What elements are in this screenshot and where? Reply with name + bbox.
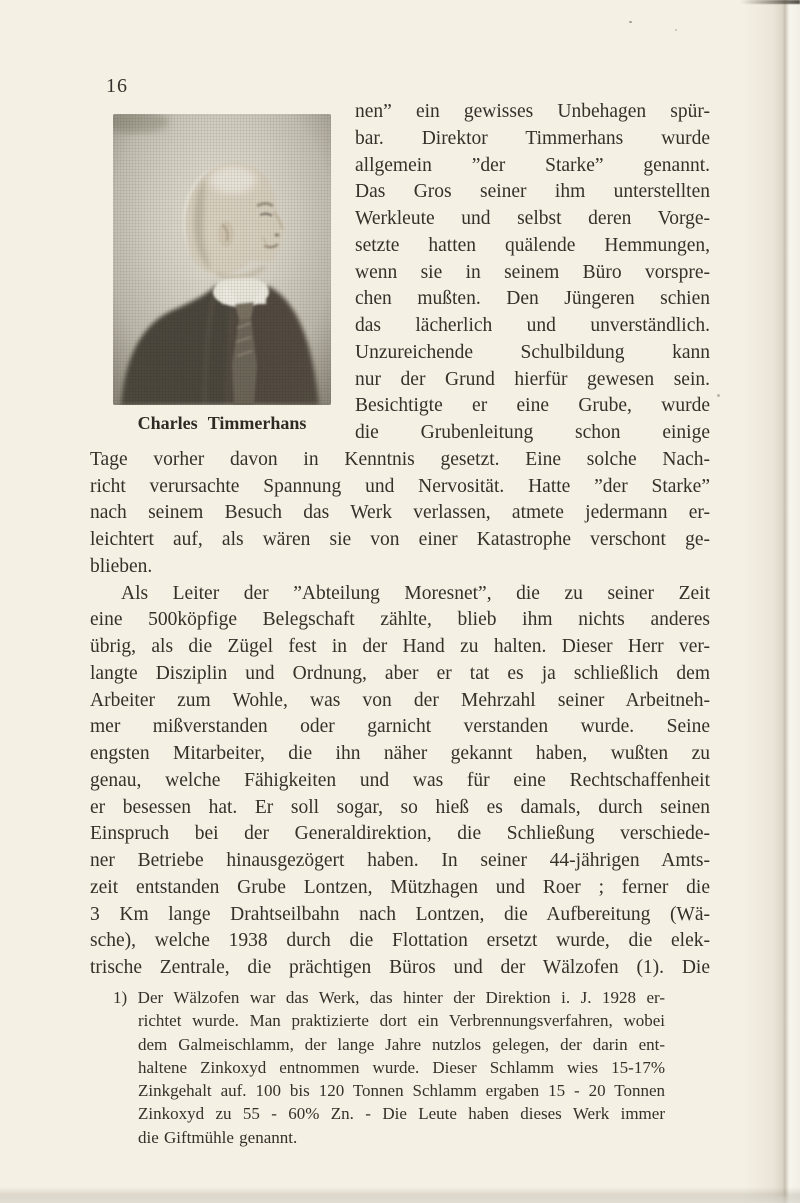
- portrait-figure: [90, 114, 355, 434]
- text-line: Zinkoxyd zu 55 - 60% Zn. - Die Leute haben dieses Werk immer: [138, 1104, 665, 1124]
- text-line: Werkleute und selbst deren Vorge-: [355, 208, 710, 229]
- text-line: nach seinem Besuch das Werk verlassen, atmete jedermann er-: [90, 502, 710, 524]
- text-line: Zinkgehalt auf. 100 bis 120 Tonnen Schlamm ergaben 15 - 20 Tonnen: [138, 1081, 665, 1101]
- text-line: Als Leiter der ”Abteilung Moresnet”, die zu seiner Zeit: [121, 582, 710, 604]
- text-line: leichtert auf, als wären sie von einer Katastrophe verschont ge-: [90, 529, 710, 550]
- portrait-caption: Charles Timmerhans: [137, 413, 307, 433]
- text-line: haltene Zinkoxyd entnommen wurde. Dieser Schlamm wies 15-17%: [138, 1057, 665, 1077]
- text-line: Das Gros seiner ihm unterstellten: [355, 181, 710, 203]
- footnote: [113, 986, 665, 1149]
- text-line: zeit entstanden Grube Lontzen, Mützhagen und Roer ; ferner die: [90, 876, 710, 898]
- text-line: Tage vorher davon in Kenntnis gesetzt. Eine solche Nach-: [90, 448, 710, 470]
- text-line: die Grubenleitung schon einige: [355, 422, 710, 443]
- text-line: übrig, als die Zügel fest in der Hand zu halten. Dieser Herr ver-: [90, 636, 710, 657]
- text-line: richt verursachte Spannung und Nervosität. Hatte ”der Starke”: [90, 475, 710, 497]
- text-line: eine 500köpfige Belegschaft zählte, blieb ihm nichts anderes: [90, 609, 710, 631]
- text-line: Besichtigte er eine Grube, wurde: [355, 395, 710, 417]
- scan-speck: [675, 29, 677, 31]
- text-line: die Giftmühle genannt.: [138, 1127, 298, 1147]
- text-line: Unzureichende Schulbildung kann: [355, 341, 710, 363]
- text-line: bar. Direktor Timmerhans wurde: [355, 127, 710, 149]
- text-line: setzte hatten quälende Hemmungen,: [355, 234, 710, 256]
- text-line: Arbeiter zum Wohle, was von der Mehrzahl seiner Arbeitneh-: [90, 689, 710, 711]
- page-edge-right: [744, 0, 800, 1203]
- page-edge-top-right: [740, 0, 800, 4]
- text-line: Einspruch bei der Generaldirektion, die Schließung verschiede-: [90, 823, 710, 845]
- text-line: er besessen hat. Er soll sogar, so hieß es damals, durch seinen: [90, 796, 710, 818]
- page-content: [90, 99, 710, 982]
- text-line: 3 Km lange Drahtseilbahn nach Lontzen, die Aufbereitung (Wä-: [90, 903, 710, 925]
- text-line: mer mißverstanden oder garnicht verstanden wurde. Seine: [90, 716, 710, 738]
- page-number: 16: [106, 75, 128, 97]
- portrait-photo: [113, 114, 331, 405]
- paragraph-2: [90, 581, 710, 982]
- text-line: dem Galmeischlamm, der lange Jahre nutzlos gelegen, der darin ent-: [138, 1034, 665, 1054]
- text-line: nen” ein gewisses Unbehagen spür-: [355, 101, 710, 122]
- text-line: langte Disziplin und Ordnung, aber er tat es ja schließlich dem: [90, 662, 710, 684]
- text-line: trische Zentrale, die prächtigen Büros und der Wälzofen (1). Die: [90, 957, 710, 978]
- text-line: blieben.: [90, 555, 153, 577]
- text-line: allgemein ”der Starke” genannt.: [355, 154, 710, 176]
- text-line: wenn sie in seinem Büro vorspre-: [355, 261, 710, 283]
- text-line: nur der Grund hierfür gewesen sein.: [355, 368, 710, 390]
- text-line: 1) Der Wälzofen war das Werk, das hinter der Direktion i. J. 1928 er-: [113, 988, 665, 1007]
- portrait-photo-illustration: [113, 114, 331, 405]
- text-line: chen mußten. Den Jüngeren schien: [355, 288, 710, 310]
- text-line: engsten Mitarbeiter, die ihn näher gekannt haben, wußten zu: [90, 743, 710, 764]
- scan-speck: [629, 21, 632, 23]
- text-line: ner Betriebe hinausgezögert haben. In seiner 44-jährigen Amts-: [90, 850, 710, 871]
- text-line: sche), welche 1938 durch die Flottation ersetzt wurde, die elek-: [90, 930, 710, 952]
- page-edge-bottom: [0, 1187, 800, 1203]
- scan-speck: [717, 394, 720, 397]
- text-line: richtet wurde. Man praktizierte dort ein Verbrennungsverfahren, wobei: [138, 1011, 665, 1031]
- text-line: das lächerlich und unverständlich.: [355, 315, 710, 336]
- text-line: genau, welche Fähigkeiten und was für eine Rechtschaffenheit: [90, 769, 710, 791]
